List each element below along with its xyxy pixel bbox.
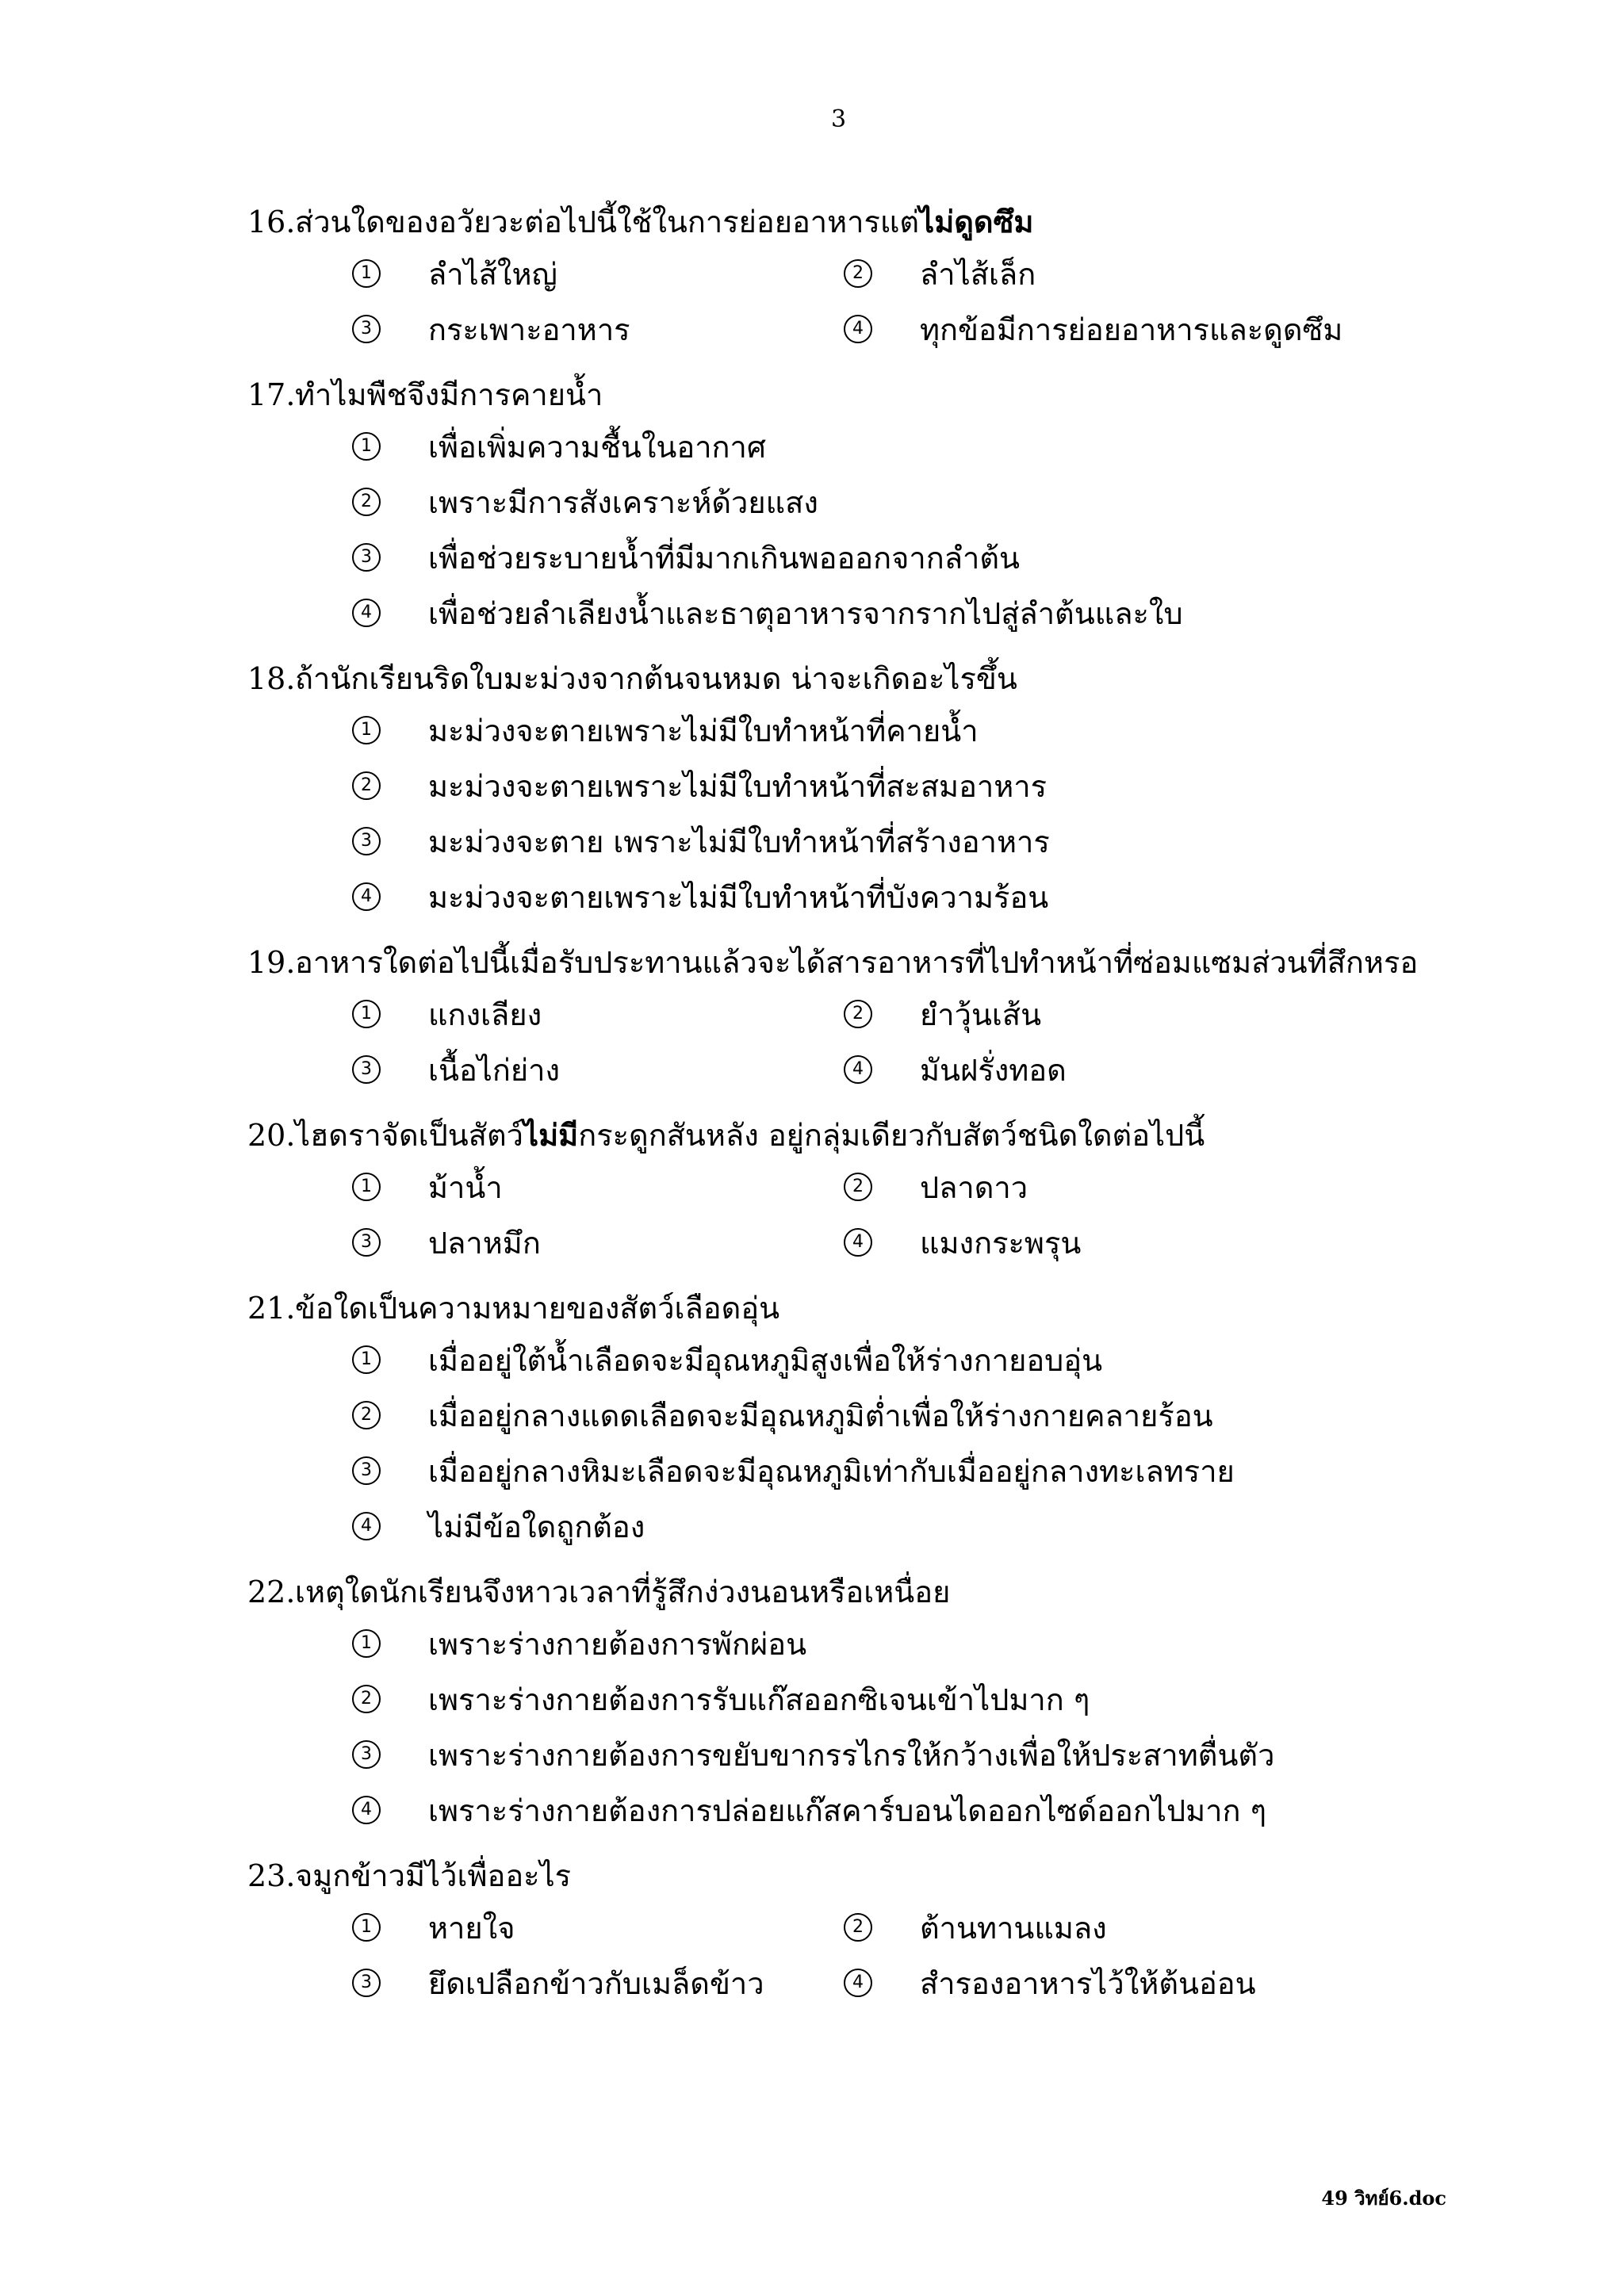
question-number: 23. (247, 1858, 296, 1893)
option-number-icon: 1 (352, 432, 381, 461)
answer-option (844, 1219, 1335, 1267)
question-number: 20. (247, 1118, 296, 1153)
option-number-icon: 1 (352, 716, 381, 744)
question-number: 21. (247, 1291, 296, 1326)
answer-options (352, 1159, 1580, 1270)
option-number-icon: 2 (844, 1173, 872, 1201)
answer-options (352, 1332, 1580, 1554)
question-text: จมูกข้าวมีไว้เพื่ออะไร (295, 1858, 572, 1893)
option-number-icon: 4 (844, 315, 872, 343)
option-text: ปลาดาว (920, 1169, 1028, 1205)
option-row (352, 1671, 1580, 1727)
option-number-icon: 3 (352, 315, 381, 343)
option-text: ไม่มีข้อใดถูกต้อง (428, 1509, 645, 1544)
option-text: ปลาหมึก (428, 1225, 541, 1261)
question-stem (247, 1112, 1580, 1159)
option-text: ต้านทานแมลง (920, 1910, 1107, 1946)
option-number-icon: 4 (352, 1512, 381, 1540)
option-row (352, 813, 1580, 869)
option-row (352, 474, 1580, 530)
answer-option (352, 1336, 1102, 1384)
question-emphasis: ไม่ดูดซึม (919, 204, 1034, 239)
answer-option (352, 423, 766, 471)
option-number-icon: 1 (352, 1000, 381, 1028)
option-row (352, 1042, 1580, 1097)
answer-option (844, 1046, 1335, 1094)
option-number-icon: 1 (352, 1629, 381, 1658)
option-number-icon: 4 (352, 599, 381, 627)
option-number-icon: 2 (844, 1000, 872, 1028)
option-row (352, 702, 1580, 758)
answer-option (844, 250, 1335, 298)
option-row (352, 419, 1580, 474)
option-number-icon: 3 (352, 827, 381, 855)
question-stem (247, 939, 1580, 986)
question-stem (247, 1284, 1580, 1332)
answer-option (352, 1675, 1090, 1724)
question-stem (247, 1568, 1580, 1616)
option-number-icon: 2 (352, 488, 381, 516)
answer-option (352, 250, 844, 298)
option-text: เพราะร่างกายต้องการพักผ่อน (428, 1626, 807, 1662)
question-23 (247, 1852, 1580, 2011)
option-number-icon: 3 (352, 1055, 381, 1084)
option-row (352, 1443, 1580, 1498)
answer-option (352, 1904, 844, 1952)
page-number: 3 (830, 105, 847, 133)
option-text: เพื่อช่วยลำเลียงน้ำและธาตุอาหารจากรากไปสู่ลำต้นและใบ (428, 595, 1183, 631)
answer-option (352, 1447, 1235, 1495)
option-text: ยำวุ้นเส้น (920, 997, 1042, 1032)
option-text: เมื่ออยู่กลางแดดเลือดจะมีอุณหภูมิต่ำเพื่อให้ร่างกายคลายร้อน (428, 1398, 1213, 1433)
option-row (352, 1782, 1580, 1838)
option-text: เพราะร่างกายต้องการรับแก๊สออกซิเจนเข้าไปมาก ๆ (428, 1682, 1090, 1717)
question-number: 18. (247, 661, 296, 696)
answer-option (352, 1391, 1213, 1440)
option-text: หายใจ (428, 1910, 515, 1946)
option-number-icon: 2 (352, 771, 381, 800)
answer-options (352, 986, 1580, 1097)
answer-option (352, 478, 818, 526)
option-text: เนื้อไก่ย่าง (428, 1052, 561, 1088)
answer-option (352, 873, 1048, 921)
question-16 (247, 198, 1580, 357)
answer-options (352, 1616, 1580, 1838)
option-row (352, 1215, 1580, 1270)
question-text: กระดูกสันหลัง อยู่กลุ่มเดียวกับสัตว์ชนิดใดต่อไปนี้ (578, 1118, 1205, 1153)
footer-filename: 49 วิทย์6.doc (1321, 2187, 1446, 2210)
option-row (352, 986, 1580, 1042)
question-19 (247, 939, 1580, 1097)
option-row (352, 1727, 1580, 1782)
question-emphasis: ไม่มี (523, 1117, 579, 1153)
answer-option (352, 1620, 806, 1668)
option-text: แมงกระพรุน (920, 1225, 1082, 1261)
answer-option (352, 1731, 1274, 1779)
answer-option (352, 1502, 645, 1551)
option-text: กระเพาะอาหาร (428, 312, 630, 347)
question-20 (247, 1112, 1580, 1270)
option-text: มันฝรั่งทอด (920, 1052, 1067, 1088)
option-row (352, 1900, 1580, 1955)
option-number-icon: 3 (352, 1228, 381, 1257)
question-18 (247, 655, 1580, 924)
question-number: 22. (247, 1575, 296, 1609)
answer-option (352, 817, 1050, 866)
option-text: ยึดเปลือกข้าวกับเมล็ดข้าว (428, 1965, 764, 2001)
answer-option (352, 589, 1183, 637)
option-text: เพราะร่างกายต้องการขยับขากรรไกรให้กว้างเพื่อให้ประสาทตื่นตัว (428, 1737, 1275, 1773)
option-number-icon: 2 (844, 1913, 872, 1942)
option-text: ม้าน้ำ (428, 1169, 503, 1205)
option-row (352, 758, 1580, 813)
question-stem (247, 371, 1580, 419)
question-stem (247, 1852, 1580, 1900)
option-row (352, 530, 1580, 585)
question-number: 17. (247, 377, 296, 412)
question-17 (247, 371, 1580, 641)
answer-option (352, 305, 844, 354)
option-text: ทุกข้อมีการย่อยอาหารและดูดซึม (920, 312, 1343, 347)
option-number-icon: 4 (352, 882, 381, 911)
option-row (352, 585, 1580, 641)
option-row (352, 1332, 1580, 1387)
option-number-icon: 3 (352, 1456, 381, 1485)
question-21 (247, 1284, 1580, 1554)
option-number-icon: 3 (352, 1740, 381, 1769)
answer-option (844, 990, 1335, 1039)
option-number-icon: 1 (352, 1173, 381, 1201)
answer-options (352, 702, 1580, 924)
option-row (352, 1955, 1580, 2011)
option-number-icon: 4 (844, 1055, 872, 1084)
answer-option (352, 1959, 844, 2007)
question-list (247, 198, 1580, 2025)
answer-option (352, 1046, 844, 1094)
option-row (352, 246, 1580, 301)
option-number-icon: 2 (352, 1401, 381, 1429)
question-stem (247, 655, 1580, 702)
option-row (352, 1616, 1580, 1671)
option-text: มะม่วงจะตายเพราะไม่มีใบทำหน้าที่คายน้ำ (428, 713, 979, 748)
option-text: เมื่ออยู่ใต้น้ำเลือดจะมีอุณหภูมิสูงเพื่อให้ร่างกายอบอุ่น (428, 1342, 1103, 1378)
answer-option (352, 534, 1020, 582)
answer-option (352, 706, 979, 755)
answer-option (352, 1219, 844, 1267)
option-text: แกงเลียง (428, 997, 542, 1032)
question-number: 16. (247, 205, 296, 239)
question-stem (247, 198, 1580, 246)
option-row (352, 301, 1580, 357)
answer-options (352, 246, 1580, 357)
question-number: 19. (247, 945, 296, 980)
answer-option (352, 990, 844, 1039)
answer-options (352, 419, 1580, 641)
option-number-icon: 4 (844, 1228, 872, 1257)
option-row (352, 1387, 1580, 1443)
option-text: สำรองอาหารไว้ให้ต้นอ่อน (920, 1965, 1256, 2001)
option-text: เพราะร่างกายต้องการปล่อยแก๊สคาร์บอนไดออกไซด์ออกไปมาก ๆ (428, 1793, 1266, 1828)
answer-option (844, 1959, 1335, 2007)
option-number-icon: 1 (352, 1345, 381, 1374)
question-text: ถ้านักเรียนริดใบมะม่วงจากต้นจนหมด น่าจะเกิดอะไรขึ้น (295, 661, 1017, 696)
option-row (352, 869, 1580, 924)
option-number-icon: 4 (844, 1969, 872, 1997)
option-text: มะม่วงจะตาย เพราะไม่มีใบทำหน้าที่สร้างอาหาร (428, 824, 1050, 859)
question-text: ทำไมพืชจึงมีการคายน้ำ (295, 377, 603, 412)
option-number-icon: 2 (844, 259, 872, 288)
option-number-icon: 1 (352, 1913, 381, 1942)
question-text: อาหารใดต่อไปนี้เมื่อรับประทานแล้วจะได้สารอาหารที่ไปทำหน้าที่ซ่อมแซมส่วนที่สึกหรอ (295, 945, 1419, 980)
option-number-icon: 1 (352, 259, 381, 288)
answer-option (352, 1163, 844, 1211)
answer-options (352, 1900, 1580, 2011)
question-text: เหตุใดนักเรียนจึงหาวเวลาที่รู้สึกง่วงนอนหรือเหนื่อย (295, 1575, 951, 1609)
option-number-icon: 3 (352, 543, 381, 572)
option-number-icon: 4 (352, 1796, 381, 1824)
option-text: เพราะมีการสังเคราะห์ด้วยแสง (428, 484, 818, 520)
option-text: มะม่วงจะตายเพราะไม่มีใบทำหน้าที่บังความร้อน (428, 879, 1049, 915)
option-text: เมื่ออยู่กลางหิมะเลือดจะมีอุณหภูมิเท่ากับเมื่ออยู่กลางทะเลทราย (428, 1453, 1235, 1489)
option-number-icon: 2 (352, 1685, 381, 1713)
answer-option (844, 1163, 1335, 1211)
answer-option (844, 305, 1343, 354)
option-text: เพื่อเพิ่มความชื้นในอากาศ (428, 429, 767, 465)
option-text: ลำไส้ใหญ่ (428, 256, 557, 292)
question-text: ข้อใดเป็นความหมายของสัตว์เลือดอุ่น (295, 1291, 780, 1326)
answer-option (352, 1786, 1266, 1835)
answer-option (352, 762, 1047, 810)
option-row (352, 1498, 1580, 1554)
question-text: ส่วนใดของอวัยวะต่อไปนี้ใช้ในการย่อยอาหารแต่ (295, 205, 920, 239)
option-text: มะม่วงจะตายเพราะไม่มีใบทำหน้าที่สะสมอาหาร (428, 768, 1048, 804)
option-row (352, 1159, 1580, 1215)
answer-option (844, 1904, 1335, 1952)
question-22 (247, 1568, 1580, 1838)
option-number-icon: 3 (352, 1969, 381, 1997)
question-text: ไฮดราจัดเป็นสัตว์ (295, 1118, 523, 1153)
option-text: เพื่อช่วยระบายน้ำที่มีมากเกินพอออกจากลำต้น (428, 540, 1020, 576)
option-text: ลำไส้เล็ก (920, 256, 1036, 292)
